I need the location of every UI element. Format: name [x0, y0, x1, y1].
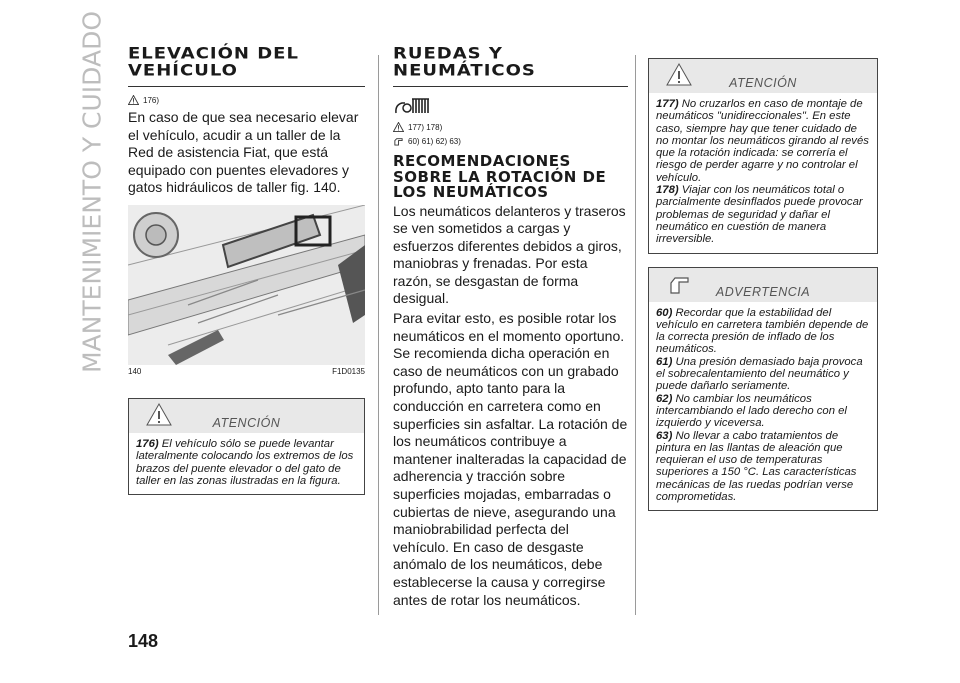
section-heading: [393, 45, 628, 79]
notice-item-text: No llevar a cabo tratamientos de pintura en las llantas de aleación que requieran el uso de temperaturas superiores a 150 °C. Las características mecánicas de las ruedas podrían verse comprometidas.: [656, 429, 857, 504]
figure-caption: [128, 367, 365, 376]
subheading-line: SOBRE LA ROTACIÓN DE: [393, 167, 607, 186]
side-title-text: MANTENIMIENTO Y CUIDADO: [77, 10, 107, 374]
page-number: 148: [128, 631, 159, 651]
notice-item: [656, 307, 870, 356]
subheading-line: RECOMENDACIONES: [393, 152, 571, 170]
warning-refs: [393, 122, 628, 132]
warning-item-number: 176): [136, 437, 159, 450]
warning-triangle-icon: [146, 403, 172, 426]
warning-item: [656, 184, 870, 245]
heading-line: VEHÍCULO: [128, 61, 238, 81]
notice-refs: [393, 136, 628, 146]
side-section-title: [72, 10, 112, 374]
notice-item: [656, 356, 870, 393]
section-heading: [128, 45, 365, 79]
warning-item-text: El vehículo sólo se puede levantar lateralmente colocando los extremos de los brazos del puente elevador o del gato de taller en las zonas ilustradas en la figura.: [136, 437, 354, 487]
column-warnings: [648, 58, 878, 511]
warning-triangle-icon: [393, 122, 404, 132]
column-wheels-tyres: [393, 45, 628, 609]
heading-rule: [128, 86, 365, 87]
notice-hand-icon: [393, 136, 404, 146]
heading-rule: [393, 86, 628, 87]
warning-refs: [128, 95, 365, 105]
heading-line: NEUMÁTICOS: [393, 61, 536, 81]
warning-triangle-icon: [666, 63, 692, 86]
warning-item-text: No cruzarlos en caso de montaje de neumáticos "unidireccionales". En este caso, siempre hay que tener cuidado de no montar los neumáticos girando al revés que la rotación indicada: se correría el riesgo de perder agarre y no controlar el vehículo.: [656, 98, 869, 184]
warning-item: [136, 438, 357, 487]
body-text: Para evitar esto, es posible rotar los neumáticos en el momento oportuno. Se recomienda dicha operación en caso de neumáticos con un grabado profundo, apto tanto para la conducción en carretera como en superficies sin asfaltar. La rotación de los neumáticos contribuye a mantener inalteradas la capacidad de adherencia y tracción sobre superficies mojadas, embarradas o cubiertas de nieve, asegurando una maniobrabilidad perfecta del vehículo. En caso de desgaste anómalo de los neumáticos, debe establecerse la causa y corregirse antes de rotar los neumáticos.: [393, 310, 628, 608]
warning-item-number: 177): [656, 98, 679, 110]
notice-box: [648, 267, 878, 512]
warning-body: [129, 433, 364, 494]
body-text: En caso de que sea necesario elevar el vehículo, acudir a un taller de la Red de asistencia Fiat, que está equipado con puentes elevadores y gatos hidráulicos de taller fig. 140.: [128, 109, 359, 196]
warning-triangle-icon: [128, 95, 139, 105]
body-text: Los neumáticos delanteros y traseros se ven sometidos a cargas y esfuerzos diferentes debidos a giros, maniobras y frenadas. Por esta razón, se desgastan de forma desigual.: [393, 202, 626, 307]
column-divider: [378, 55, 379, 615]
notice-item-number: 63): [656, 429, 673, 442]
ref-numbers: 177) 178): [408, 122, 443, 132]
warning-item-text: Viajar con los neumáticos total o parcialmente desinflados puede provocar problemas de seguridad y dañar el neumático en cuestión de manera irreversible.: [656, 184, 863, 246]
notice-item-number: 60): [656, 306, 673, 319]
notice-item-text: No cambiar los neumáticos intercambiando el lado derecho con el izquierdo y viceversa.: [656, 392, 847, 430]
warning-title: ATENCIÓN: [729, 76, 797, 90]
notice-title: ADVERTENCIA: [715, 284, 811, 299]
heading-line: ELEVACIÓN DEL: [128, 44, 299, 63]
notice-item: [656, 393, 870, 430]
notice-item-number: 62): [656, 392, 673, 405]
warning-box-header: [129, 399, 364, 433]
notice-box-header: [649, 268, 877, 302]
notice-item-text: Recordar que la estabilidad del vehículo en carretera también depende de la correcta presión de inflado de los neumáticos.: [656, 306, 869, 356]
tyre-pressure-icon: [393, 95, 433, 117]
ref-numbers: 60) 61) 62) 63): [408, 136, 461, 146]
notice-item: [656, 430, 870, 504]
figure-number: 140: [128, 366, 142, 376]
subheading-line: LOS NEUMÁTICOS: [393, 183, 549, 201]
heading-line: RUEDAS Y: [393, 44, 503, 63]
warning-title: ATENCIÓN: [212, 415, 281, 430]
figure-code: F1D0135: [332, 366, 365, 376]
warning-box: [648, 58, 878, 254]
figure-vehicle-lift-points: [128, 205, 365, 365]
subsection-heading: [393, 154, 628, 201]
ref-numbers: 176): [143, 95, 160, 105]
column-lifting: [128, 45, 365, 495]
warning-body: [649, 93, 877, 253]
notice-item-text: Una presión demasiado baja provoca el sobrecalentamiento del neumático y puede dañarlo seriamente.: [656, 355, 863, 393]
notice-body: [649, 302, 877, 511]
column-divider: [635, 55, 636, 615]
warning-box: [128, 398, 365, 495]
notice-item-number: 61): [656, 355, 673, 368]
warning-item: [656, 98, 870, 184]
notice-hand-icon: [666, 272, 692, 295]
warning-box-header: [649, 59, 877, 93]
vehicle-underbody-illustration: [128, 205, 365, 365]
warning-item-number: 178): [656, 184, 679, 197]
